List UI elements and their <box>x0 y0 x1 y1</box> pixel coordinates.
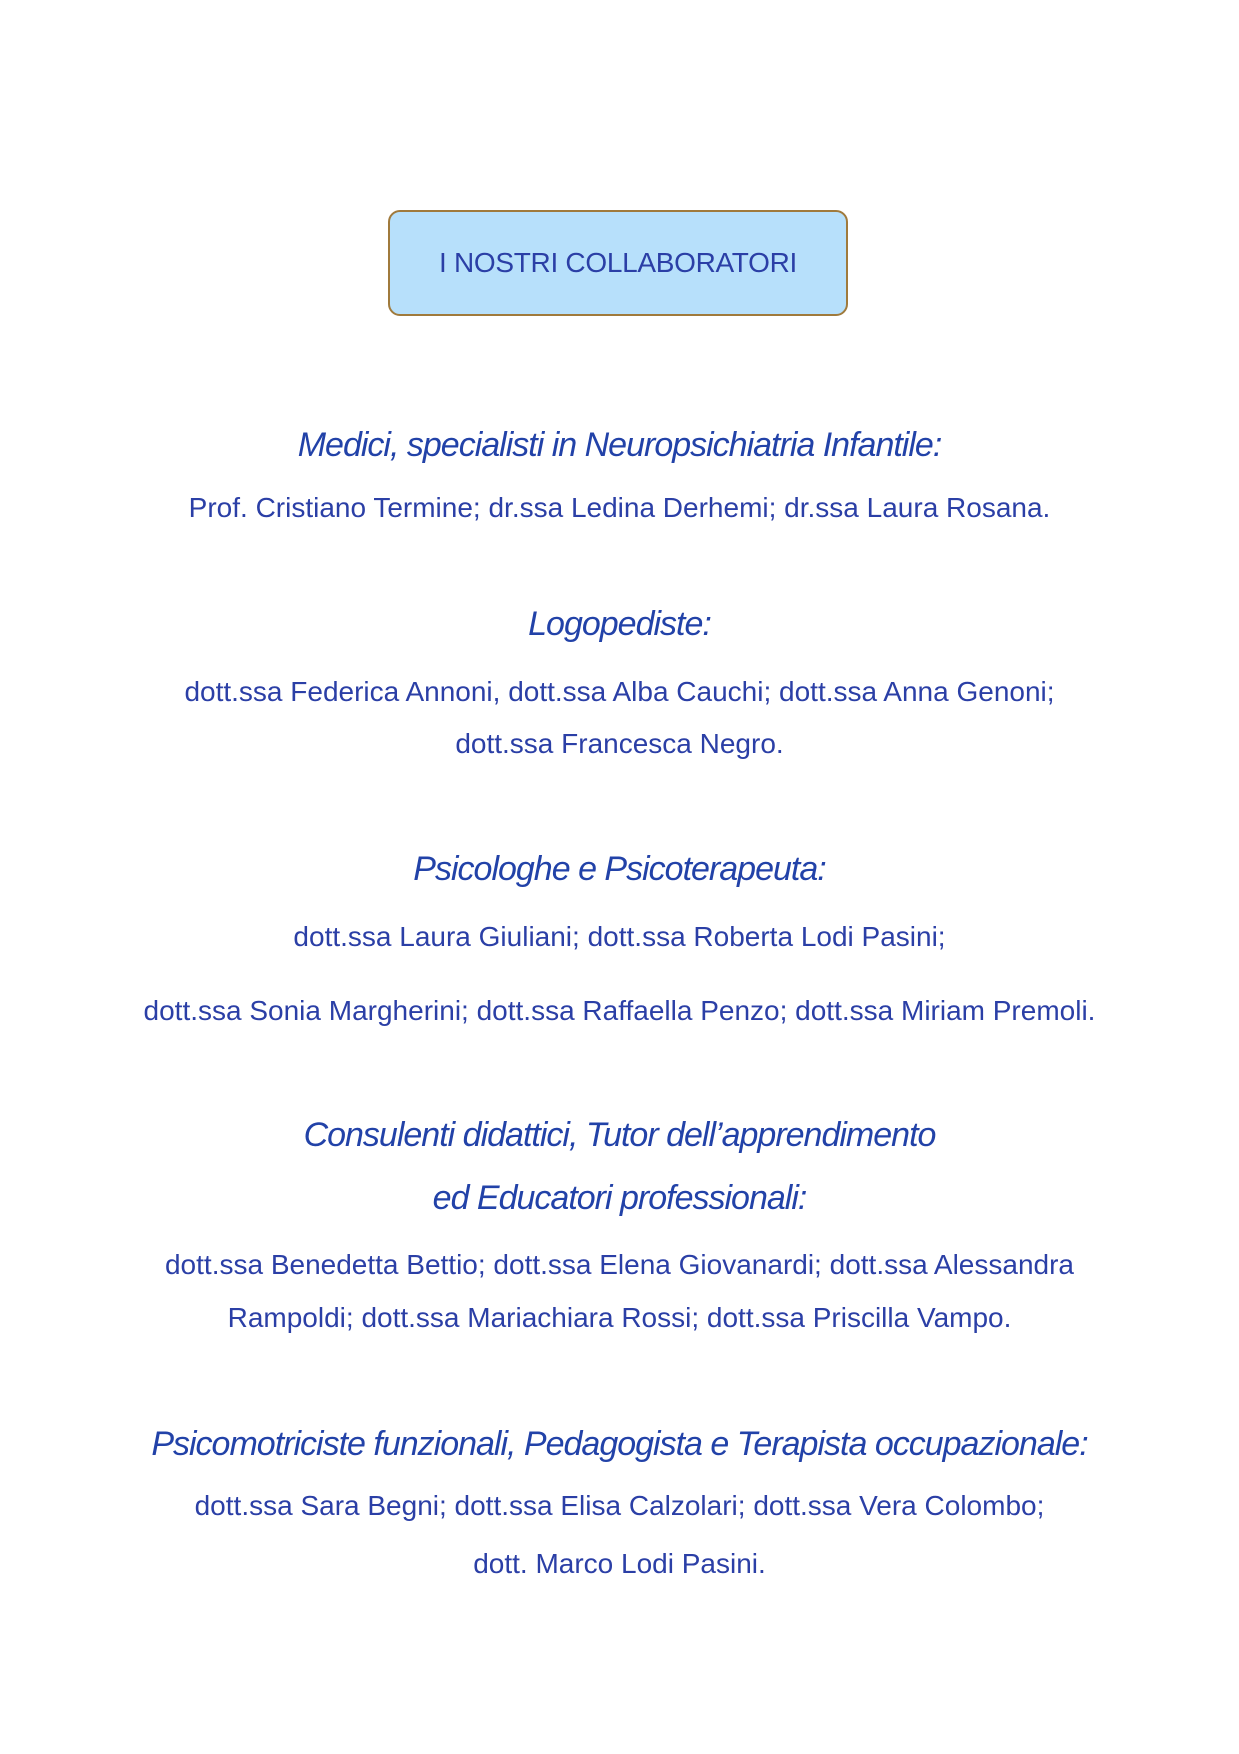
section-text-consulenti-line-2: Rampoldi; dott.ssa Mariachiara Rossi; dott.ssa Priscilla Vampo. <box>227 1302 1012 1333</box>
section-text-logopediste-line-2: dott.ssa Francesca Negro. <box>455 728 784 759</box>
section-heading-consulenti-line-2: ed Educatori professionali: <box>432 1179 807 1217</box>
section-text-psicomotriciste-line-2: dott. Marco Lodi Pasini. <box>473 1548 766 1579</box>
section-text-psicologhe-line-2: dott.ssa Sonia Margherini; dott.ssa Raffaella Penzo; dott.ssa Miriam Premoli. <box>143 995 1096 1026</box>
page-title: I NOSTRI COLLABORATORI <box>388 210 848 316</box>
section-text-psicologhe-line-1: dott.ssa Laura Giuliani; dott.ssa Roberta Lodi Pasini; <box>293 921 946 952</box>
section-heading-psicologhe: Psicologhe e Psicoterapeuta: <box>413 850 826 888</box>
section-heading-logopediste: Logopediste: <box>528 605 711 643</box>
section-text-consulenti-line-1: dott.ssa Benedetta Bettio; dott.ssa Elena Giovanardi; dott.ssa Alessandra <box>164 1249 1074 1280</box>
section-text-psicomotriciste-line-1: dott.ssa Sara Begni; dott.ssa Elisa Calzolari; dott.ssa Vera Colombo; <box>194 1490 1045 1521</box>
section-text-logopediste-line-1: dott.ssa Federica Annoni, dott.ssa Alba Cauchi; dott.ssa Anna Genoni; <box>184 676 1055 707</box>
section-heading-consulenti-line-1: Consulenti didattici, Tutor dell’apprendimento <box>303 1116 936 1154</box>
section-heading-psicomotriciste: Psicomotriciste funzionali, Pedagogista e Terapista occupazionale: <box>151 1425 1088 1463</box>
section-heading-medici: Medici, specialisti in Neuropsichiatria Infantile: <box>297 426 942 464</box>
section-text-medici-line-1: Prof. Cristiano Termine; dr.ssa Ledina Derhemi; dr.ssa Laura Rosana. <box>188 492 1051 523</box>
